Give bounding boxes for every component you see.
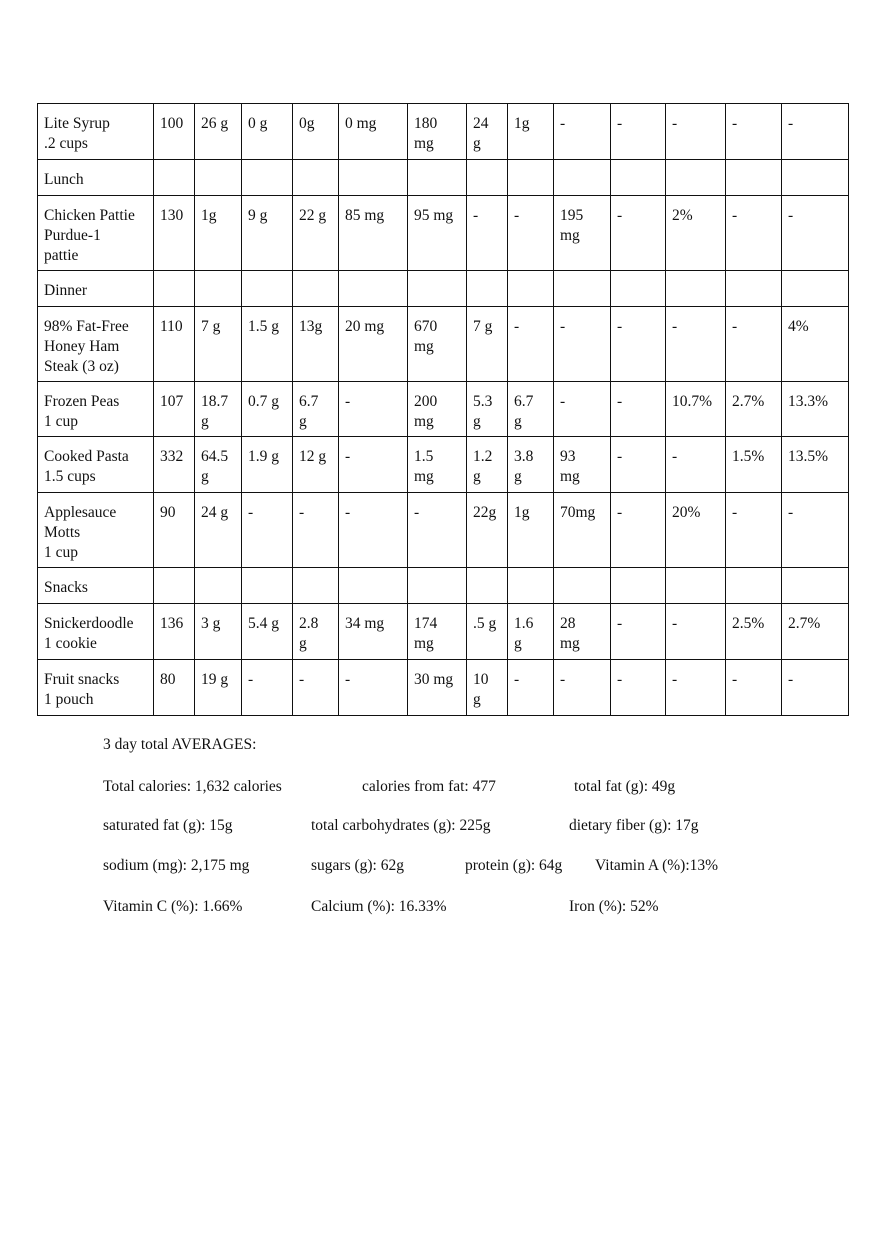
value-cell: 195 mg [554,196,611,271]
value-cell: - [339,437,408,493]
value-cell: - [611,437,666,493]
value-cell: - [666,660,726,716]
value-cell: 130 [154,196,195,271]
value-cell: - [726,196,782,271]
value-cell: 28 mg [554,604,611,660]
value-cell: - [726,660,782,716]
value-cell: 22g [467,493,508,568]
value-cell [666,568,726,604]
value-cell: 1g [508,104,554,160]
value-cell [154,160,195,196]
value-cell [408,160,467,196]
value-cell [195,271,242,307]
food-cell: Lite Syrup .2 cups [38,104,154,160]
value-cell [726,568,782,604]
value-cell [611,160,666,196]
value-cell: 12 g [293,437,339,493]
value-cell: 20 mg [339,307,408,382]
value-cell: - [782,196,849,271]
value-cell: 1.5% [726,437,782,493]
value-cell: - [508,660,554,716]
value-cell: 1.5 g [242,307,293,382]
value-cell: 13.3% [782,382,849,437]
vitamin-c: Vitamin C (%): 1.66% [103,898,243,915]
value-cell: 30 mg [408,660,467,716]
value-cell [408,568,467,604]
value-cell: 90 [154,493,195,568]
value-cell [726,271,782,307]
food-cell: Snickerdoodle 1 cookie [38,604,154,660]
value-cell: - [611,104,666,160]
value-cell: - [554,382,611,437]
value-cell: - [467,196,508,271]
table-row [38,437,849,493]
value-cell: - [611,660,666,716]
table-row [38,307,849,382]
value-cell [195,568,242,604]
dietary-fiber: dietary fiber (g): 17g [569,817,699,834]
food-cell: Frozen Peas 1 cup [38,382,154,437]
value-cell [467,271,508,307]
protein: protein (g): 64g [465,857,563,874]
value-cell: - [293,493,339,568]
food-cell: Dinner [38,271,154,307]
value-cell [339,568,408,604]
value-cell: 1g [508,493,554,568]
value-cell: - [666,437,726,493]
value-cell: 22 g [293,196,339,271]
food-cell: Lunch [38,160,154,196]
value-cell: 332 [154,437,195,493]
value-cell [508,568,554,604]
value-cell: - [554,660,611,716]
value-cell: 5.4 g [242,604,293,660]
value-cell [611,568,666,604]
value-cell: 136 [154,604,195,660]
value-cell: 0g [293,104,339,160]
value-cell: 1.2 g [467,437,508,493]
value-cell: 0.7 g [242,382,293,437]
food-cell: Cooked Pasta 1.5 cups [38,437,154,493]
value-cell: 10.7% [666,382,726,437]
total-fat: total fat (g): 49g [574,778,676,795]
value-cell [467,160,508,196]
value-cell: 2.7% [726,382,782,437]
value-cell: 1.6 g [508,604,554,660]
value-cell: - [242,493,293,568]
table-row [38,493,849,568]
table-row [38,196,849,271]
value-cell [611,271,666,307]
value-cell: 95 mg [408,196,467,271]
value-cell [242,568,293,604]
value-cell: 10 g [467,660,508,716]
value-cell: - [242,660,293,716]
value-cell: 70mg [554,493,611,568]
value-cell: 34 mg [339,604,408,660]
value-cell [242,160,293,196]
food-cell: Applesauce Motts 1 cup [38,493,154,568]
value-cell [666,271,726,307]
value-cell [782,568,849,604]
value-cell: - [508,196,554,271]
value-cell [339,271,408,307]
value-cell: - [666,104,726,160]
value-cell: 1g [195,196,242,271]
value-cell: - [666,604,726,660]
table-row [38,568,849,604]
value-cell [154,568,195,604]
value-cell: 26 g [195,104,242,160]
nutrition-table [37,103,849,716]
calories-from-fat: calories from fat: 477 [362,778,496,795]
sugars: sugars (g): 62g [311,857,404,874]
value-cell [554,568,611,604]
value-cell: - [508,307,554,382]
value-cell: 4% [782,307,849,382]
value-cell [666,160,726,196]
value-cell: 1.9 g [242,437,293,493]
value-cell: 1.5 mg [408,437,467,493]
value-cell: 18.7 g [195,382,242,437]
value-cell: - [611,604,666,660]
value-cell: 13.5% [782,437,849,493]
value-cell: 100 [154,104,195,160]
value-cell: - [611,307,666,382]
nutrition-table-body [38,104,849,716]
value-cell [293,160,339,196]
value-cell [508,160,554,196]
table-row [38,604,849,660]
value-cell: 24 g [195,493,242,568]
value-cell [242,271,293,307]
value-cell: - [611,382,666,437]
value-cell: 9 g [242,196,293,271]
value-cell [293,568,339,604]
value-cell: 0 mg [339,104,408,160]
value-cell: - [782,660,849,716]
value-cell [554,160,611,196]
table-row [38,382,849,437]
value-cell: 2.8 g [293,604,339,660]
table-row [38,104,849,160]
value-cell: 3.8 g [508,437,554,493]
value-cell: 174 mg [408,604,467,660]
value-cell: 2.5% [726,604,782,660]
value-cell: - [611,493,666,568]
table-row [38,160,849,196]
value-cell: 0 g [242,104,293,160]
value-cell: 64.5 g [195,437,242,493]
value-cell: 7 g [467,307,508,382]
summary-heading: 3 day total AVERAGES: [103,736,257,753]
value-cell: 2.7% [782,604,849,660]
value-cell: 670 mg [408,307,467,382]
value-cell: 20% [666,493,726,568]
value-cell: 80 [154,660,195,716]
food-cell: 98% Fat-Free Honey Ham Steak (3 oz) [38,307,154,382]
value-cell: - [726,307,782,382]
value-cell: - [339,493,408,568]
value-cell: 200 mg [408,382,467,437]
value-cell: - [339,382,408,437]
value-cell: 180 mg [408,104,467,160]
calcium: Calcium (%): 16.33% [311,898,447,915]
value-cell: - [611,196,666,271]
value-cell: - [293,660,339,716]
value-cell [508,271,554,307]
value-cell: 5.3 g [467,382,508,437]
table-row [38,271,849,307]
food-cell: Chicken Pattie Purdue-1 pattie [38,196,154,271]
value-cell: 19 g [195,660,242,716]
value-cell: - [554,307,611,382]
value-cell: 93 mg [554,437,611,493]
value-cell [293,271,339,307]
value-cell: - [726,493,782,568]
value-cell [339,160,408,196]
value-cell: - [726,104,782,160]
value-cell [195,160,242,196]
value-cell [408,271,467,307]
value-cell: - [782,104,849,160]
value-cell: .5 g [467,604,508,660]
saturated-fat: saturated fat (g): 15g [103,817,233,834]
value-cell [726,160,782,196]
value-cell: 13g [293,307,339,382]
value-cell: 6.7 g [508,382,554,437]
sodium: sodium (mg): 2,175 mg [103,857,250,874]
value-cell [782,271,849,307]
food-cell: Snacks [38,568,154,604]
value-cell [554,271,611,307]
food-cell: Fruit snacks 1 pouch [38,660,154,716]
value-cell: 2% [666,196,726,271]
value-cell: 24 g [467,104,508,160]
value-cell [467,568,508,604]
value-cell: 85 mg [339,196,408,271]
total-carbohydrates: total carbohydrates (g): 225g [311,817,491,834]
value-cell: - [554,104,611,160]
total-calories: Total calories: 1,632 calories [103,778,282,795]
value-cell: - [339,660,408,716]
value-cell: - [782,493,849,568]
value-cell [154,271,195,307]
vitamin-a: Vitamin A (%):13% [595,857,719,874]
table-row [38,660,849,716]
value-cell: 110 [154,307,195,382]
value-cell: 6.7 g [293,382,339,437]
iron: Iron (%): 52% [569,898,659,915]
value-cell [782,160,849,196]
value-cell: - [666,307,726,382]
value-cell: 3 g [195,604,242,660]
value-cell: 7 g [195,307,242,382]
value-cell: 107 [154,382,195,437]
value-cell: - [408,493,467,568]
